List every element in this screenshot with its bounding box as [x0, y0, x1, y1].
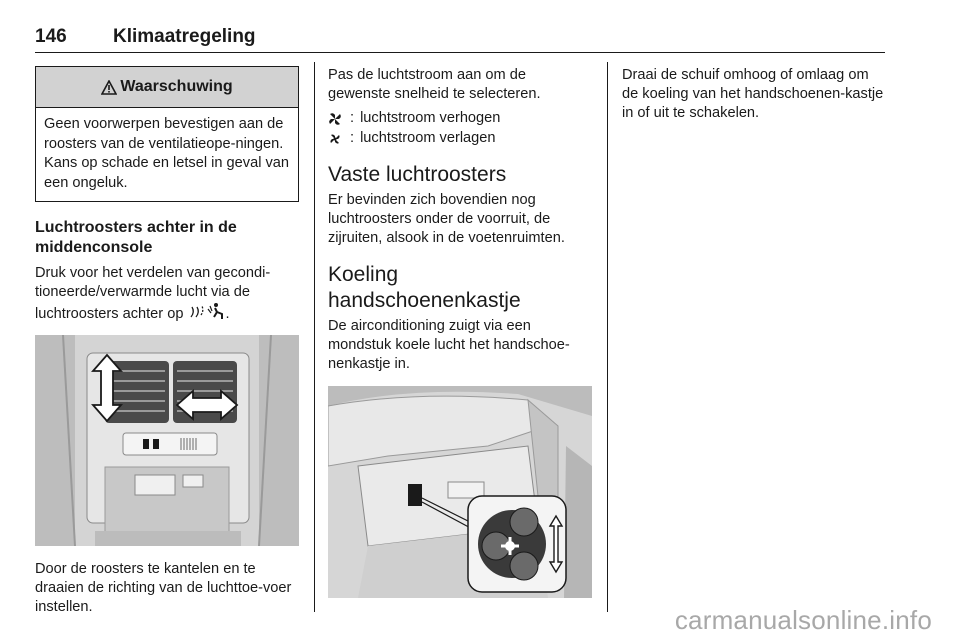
- list-separator: :: [350, 130, 355, 146]
- list-item-text: luchtstroom verhogen: [360, 110, 501, 126]
- column-3: [622, 62, 888, 123]
- heading-fixed-vents: Vaste luchtroosters: [328, 163, 507, 186]
- list-item-text: luchtstroom verlagen: [360, 130, 496, 146]
- list-separator: :: [350, 110, 355, 126]
- column-divider-right: [607, 62, 608, 612]
- warning-triangle-icon: [101, 80, 117, 95]
- column-divider-left: [314, 62, 315, 612]
- column-2: [328, 62, 592, 598]
- warning-title: Waarschuwing: [120, 78, 233, 95]
- list-item: [328, 129, 592, 148]
- rear-vents-text-end: .: [225, 305, 230, 322]
- adjust-vents-paragraph: Door de roosters te kantelen en te draaien de richting van de luchttoe-voer instellen.: [35, 561, 292, 615]
- fan-high-icon: [328, 112, 346, 126]
- list-item: [328, 109, 592, 128]
- airflow-intro: Pas de luchtstroom aan om de gewenste snelheid te selecteren.: [328, 67, 541, 102]
- chapter-title: Klimaatregeling: [113, 26, 256, 47]
- rear-vents-illustration: [35, 335, 299, 546]
- rear-vent-icon: [188, 302, 226, 326]
- warning-box: [35, 66, 299, 202]
- section-heading-rear-vents: Luchtroosters achter in de middenconsole: [35, 219, 237, 256]
- glovebox-slider-paragraph: Draai de schuif omhoog of omlaag om de koeling van het handschoenen-kastje in of uit te schakelen.: [622, 67, 884, 121]
- rear-vents-paragraph: [35, 264, 299, 326]
- page-number: 146: [35, 26, 67, 47]
- heading-glovebox-cooling-line1: Koeling: [328, 263, 399, 286]
- fan-low-icon: [328, 132, 346, 146]
- warning-text: Geen voorwerpen bevestigen aan de roosters van de ventilatieope-ningen. Kans op schade en letsel in geval van een ongeluk.: [44, 116, 290, 191]
- page-header: [35, 26, 885, 53]
- watermark-text: carmanualsonline.info: [674, 605, 932, 635]
- heading-glovebox-cooling-line2: handschoenenkastje: [328, 289, 521, 312]
- glovebox-cooling-paragraph: De airconditioning zuigt via een mondstuk koele lucht het handschoe-nenkastje in.: [328, 318, 570, 372]
- column-1: [35, 62, 299, 617]
- glovebox-illustration: [328, 386, 592, 598]
- fixed-vents-paragraph: Er bevinden zich bovendien nog luchtroosters onder de voorruit, de zijruiten, alsook in de voetenruimten.: [328, 192, 565, 246]
- rear-vents-text: Druk voor het verdelen van gecondi-tioneerde/verwarmde lucht via de luchtroosters achter op: [35, 265, 271, 322]
- warning-header: [36, 67, 298, 108]
